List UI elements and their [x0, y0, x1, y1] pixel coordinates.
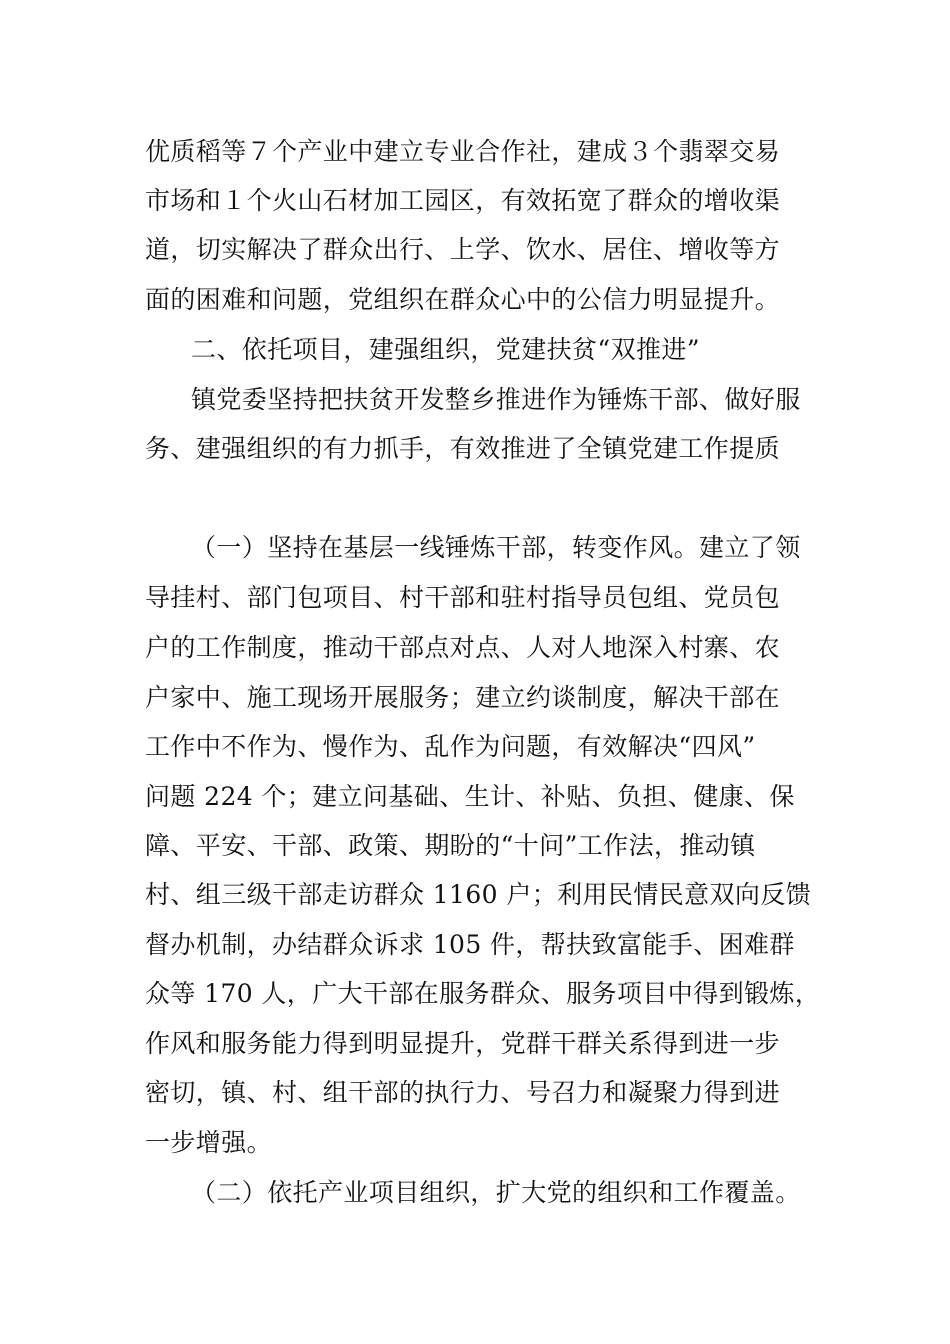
text-line: 优质稻等７个产业中建立专业合作社，建成３个翡翠交易 [145, 137, 781, 166]
subsection-heading: （二）依托产业项目组织，扩大党的组织和工作覆盖。 [191, 1178, 801, 1207]
text-line: 道，切实解决了群众出行、上学、饮水、居住、增收等方 [145, 235, 781, 264]
text-line: 户家中、施工现场开展服务；建立约谈制度，解决干部在 [145, 683, 781, 712]
text-line: 问题 224 个；建立问基础、生计、补贴、负担、健康、保 [145, 782, 795, 811]
text-line: 一步增强。 [145, 1128, 273, 1157]
text-line: 作风和服务能力得到明显提升，党群干群关系得到进一步 [145, 1029, 781, 1058]
text-line: 障、平安、干部、政策、期盼的“十问”工作法，推动镇 [145, 831, 756, 860]
text-line: 工作中不作为、慢作为、乱作为问题，有效解决“四风” [145, 732, 756, 761]
subsection-heading: （一）坚持在基层一线锤炼干部，转变作风。建立了领 [191, 533, 801, 562]
text-line: 众等 170 人，广大干部在服务群众、服务项目中得到锻炼， [145, 979, 821, 1008]
text-line: 密切，镇、村、组干部的执行力、号召力和凝聚力得到进 [145, 1078, 781, 1107]
text-line: 户的工作制度，推动干部点对点、人对人地深入村寨、农 [145, 633, 781, 662]
text-line: 村、组三级干部走访群众 1160 户；利用民情民意双向反馈 [145, 880, 812, 909]
text-line: 督办机制，办结群众诉求 105 件，帮扶致富能手、困难群 [145, 930, 795, 959]
text-line: 导挂村、部门包项目、村干部和驻村指导员包组、党员包 [145, 583, 781, 612]
text-line: 镇党委坚持把扶贫开发整乡推进作为锤炼干部、做好服 [191, 385, 801, 414]
section-heading: 二、依托项目，建强组织，党建扶贫“双推进” [191, 335, 700, 364]
text-line: 务、建强组织的有力抓手，有效推进了全镇党建工作提质 [145, 434, 781, 463]
text-line: 市场和１个火山石材加工园区，有效拓宽了群众的增收渠 [145, 186, 781, 215]
text-line: 面的困难和问题，党组织在群众心中的公信力明显提升。 [145, 285, 781, 314]
